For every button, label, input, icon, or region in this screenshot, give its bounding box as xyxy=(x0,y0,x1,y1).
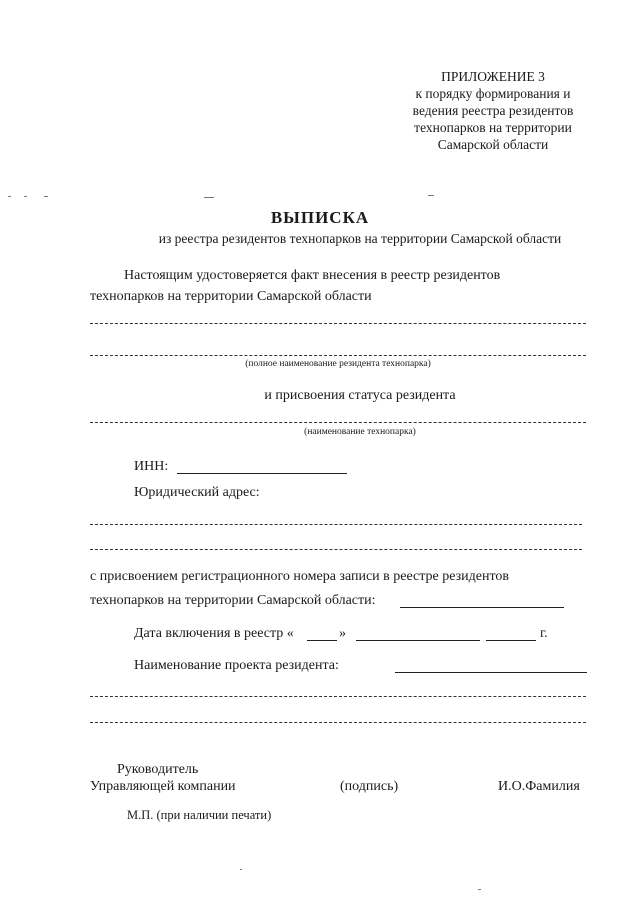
registration-text-line-2: технопарков на территории Самарской области: xyxy=(90,593,376,608)
appendix-line-2: к порядку формирования и xyxy=(415,86,571,101)
scan-speck xyxy=(478,889,481,890)
resident-name-line-2[interactable] xyxy=(90,355,586,356)
signature-label: (подпись) xyxy=(340,779,399,794)
scan-speck xyxy=(204,197,214,198)
status-text: и присвоения статуса резидента xyxy=(264,388,456,403)
inn-field[interactable] xyxy=(177,473,347,474)
appendix-line-5: Самарской области xyxy=(437,137,549,152)
scan-speck xyxy=(44,196,48,197)
resident-name-caption: (полное наименование резидента технопарка) xyxy=(245,359,431,369)
registration-number-field[interactable] xyxy=(400,607,564,608)
appendix-line-4: технопарков на территории xyxy=(414,120,572,135)
project-name-line-3[interactable] xyxy=(90,722,586,723)
certify-text-line-1: Настоящим удостоверяется факт внесения в реестр резидентов xyxy=(124,268,501,283)
appendix-number: ПРИЛОЖЕНИЕ 3 xyxy=(441,69,545,84)
certify-text-line-2: технопарков на территории Самарской области xyxy=(90,289,372,304)
project-name-label: Наименование проекта резидента: xyxy=(134,658,339,673)
inclusion-day-field[interactable] xyxy=(307,640,337,641)
signatory-name-label: И.О.Фамилия xyxy=(498,779,580,794)
document-title: ВЫПИСКА xyxy=(270,208,370,227)
inclusion-month-field[interactable] xyxy=(356,640,480,641)
scan-speck xyxy=(240,869,242,870)
scan-speck xyxy=(24,196,27,197)
resident-name-line-1[interactable] xyxy=(90,323,586,324)
inclusion-year-suffix: г. xyxy=(540,626,548,641)
inclusion-year-field[interactable] xyxy=(486,640,536,641)
technopark-name-caption: (наименование технопарка) xyxy=(304,427,416,437)
signatory-role-line-1: Руководитель xyxy=(117,762,199,777)
legal-address-label: Юридический адрес: xyxy=(134,485,260,500)
legal-address-line-2[interactable] xyxy=(90,549,582,550)
document-subtitle: из реестра резидентов технопарков на территории Самарской области xyxy=(158,231,562,246)
technopark-name-line[interactable] xyxy=(90,422,586,423)
appendix-block xyxy=(398,68,588,153)
registration-text-line-1: с присвоением регистрационного номера записи в реестре резидентов xyxy=(90,569,510,584)
project-name-line-2[interactable] xyxy=(90,696,586,697)
seal-label: М.П. (при наличии печати) xyxy=(127,808,272,822)
legal-address-line-1[interactable] xyxy=(90,524,582,525)
appendix-line-3: ведения реестра резидентов xyxy=(412,103,574,118)
scan-speck xyxy=(8,196,11,197)
signatory-role-line-2: Управляющей компании xyxy=(90,779,236,794)
project-name-field[interactable] xyxy=(395,672,587,673)
inclusion-date-label: Дата включения в реестр « xyxy=(134,626,294,641)
inn-label: ИНН: xyxy=(134,459,169,474)
scan-speck xyxy=(428,195,434,196)
inclusion-date-close-quote: » xyxy=(339,626,346,641)
